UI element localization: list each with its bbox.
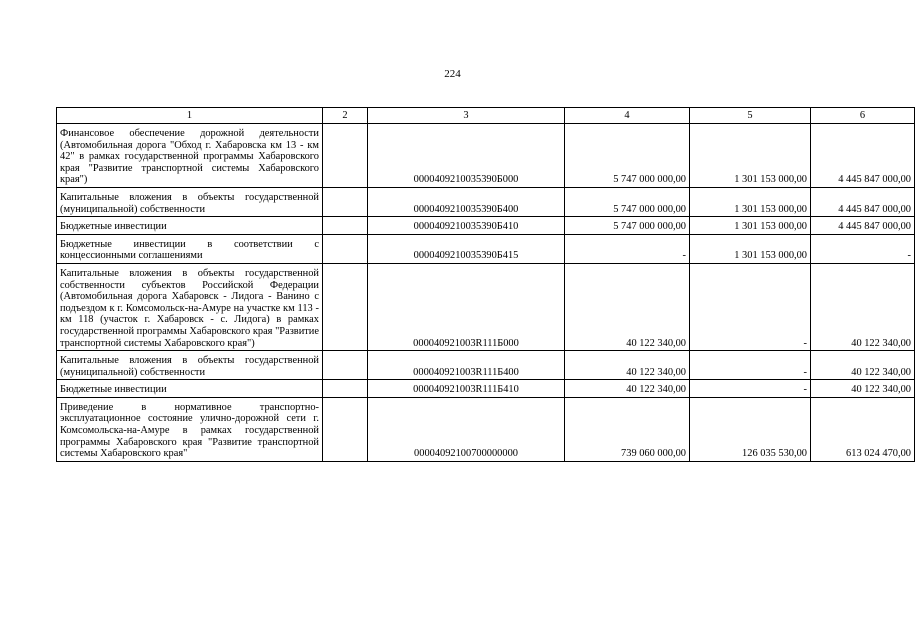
row-code: 0000409210035390Б400 <box>368 187 565 216</box>
column-header-5: 5 <box>690 108 811 124</box>
row-value-4: 5 747 000 000,00 <box>565 187 690 216</box>
row-name: Бюджетные инвестиции в соответствии с концессионными соглашениями <box>57 234 323 263</box>
row-name: Капитальные вложения в объекты государственной собственности субъектов Российской Федерации (Автомобильная дорога Хабаровск - Лидога - Ванино с подъездом к г. Комсомольск-на-Амуре на участке км 113 - км 118 (участок г. Хабаровск - с. Лидога) в рамках государственной программы Хабаровского края "Развитие транспортной системы Хабаровского края") <box>57 263 323 350</box>
row-value-4: - <box>565 234 690 263</box>
table-row <box>57 351 915 380</box>
row-col2 <box>323 263 368 350</box>
table-row <box>57 263 915 350</box>
row-value-4: 40 122 340,00 <box>565 380 690 398</box>
row-col2 <box>323 187 368 216</box>
row-value-6: 40 122 340,00 <box>811 380 915 398</box>
table-row <box>57 234 915 263</box>
row-value-4: 5 747 000 000,00 <box>565 124 690 188</box>
row-value-6: 40 122 340,00 <box>811 263 915 350</box>
row-code: 000040921003R111Б410 <box>368 380 565 398</box>
column-header-2: 2 <box>323 108 368 124</box>
row-value-5: 1 301 153 000,00 <box>690 234 811 263</box>
row-code: 000040921003R111Б400 <box>368 351 565 380</box>
column-header-3: 3 <box>368 108 565 124</box>
row-col2 <box>323 124 368 188</box>
page-number: 224 <box>444 68 461 80</box>
row-value-5: 126 035 530,00 <box>690 397 811 461</box>
row-code: 0000409210035390Б410 <box>368 217 565 235</box>
column-header-1: 1 <box>57 108 323 124</box>
column-header-4: 4 <box>565 108 690 124</box>
row-value-4: 739 060 000,00 <box>565 397 690 461</box>
table-row <box>57 187 915 216</box>
row-value-5: - <box>690 351 811 380</box>
row-value-6: 4 445 847 000,00 <box>811 217 915 235</box>
row-value-5: 1 301 153 000,00 <box>690 217 811 235</box>
table-header-row <box>57 108 915 124</box>
row-col2 <box>323 380 368 398</box>
row-value-6: 40 122 340,00 <box>811 351 915 380</box>
budget-table <box>56 107 915 462</box>
row-value-4: 40 122 340,00 <box>565 263 690 350</box>
row-value-6: 4 445 847 000,00 <box>811 124 915 188</box>
row-code: 0000409210035390Б415 <box>368 234 565 263</box>
row-name: Капитальные вложения в объекты государственной (муниципальной) собственности <box>57 187 323 216</box>
row-value-5: 1 301 153 000,00 <box>690 124 811 188</box>
row-col2 <box>323 351 368 380</box>
table-row <box>57 124 915 188</box>
row-value-6: 613 024 470,00 <box>811 397 915 461</box>
column-header-6: 6 <box>811 108 915 124</box>
row-name: Бюджетные инвестиции <box>57 217 323 235</box>
row-value-5: 1 301 153 000,00 <box>690 187 811 216</box>
table-row <box>57 217 915 235</box>
row-col2 <box>323 234 368 263</box>
row-name: Капитальные вложения в объекты государственной (муниципальной) собственности <box>57 351 323 380</box>
table-row <box>57 397 915 461</box>
row-code: 0000409210035390Б000 <box>368 124 565 188</box>
table-row <box>57 380 915 398</box>
row-name: Бюджетные инвестиции <box>57 380 323 398</box>
row-col2 <box>323 397 368 461</box>
row-value-4: 5 747 000 000,00 <box>565 217 690 235</box>
row-code: 000040921003R111Б000 <box>368 263 565 350</box>
row-code: 00004092100700000000 <box>368 397 565 461</box>
row-value-5: - <box>690 380 811 398</box>
row-value-5: - <box>690 263 811 350</box>
row-name: Приведение в нормативное транспортно-эксплуатационное состояние улично-дорожной сети г. Комсомольска-на-Амуре в рамках государственной программы Хабаровского края "Развитие транспортной системы Хабаровского края" <box>57 397 323 461</box>
row-name: Финансовое обеспечение дорожной деятельности (Автомобильная дорога "Обход г. Хабаровска км 13 - км 42" в рамках государственной программы Хабаровского края "Развитие транспортной системы Хабаровского края") <box>57 124 323 188</box>
row-col2 <box>323 217 368 235</box>
row-value-6: 4 445 847 000,00 <box>811 187 915 216</box>
row-value-6: - <box>811 234 915 263</box>
row-value-4: 40 122 340,00 <box>565 351 690 380</box>
